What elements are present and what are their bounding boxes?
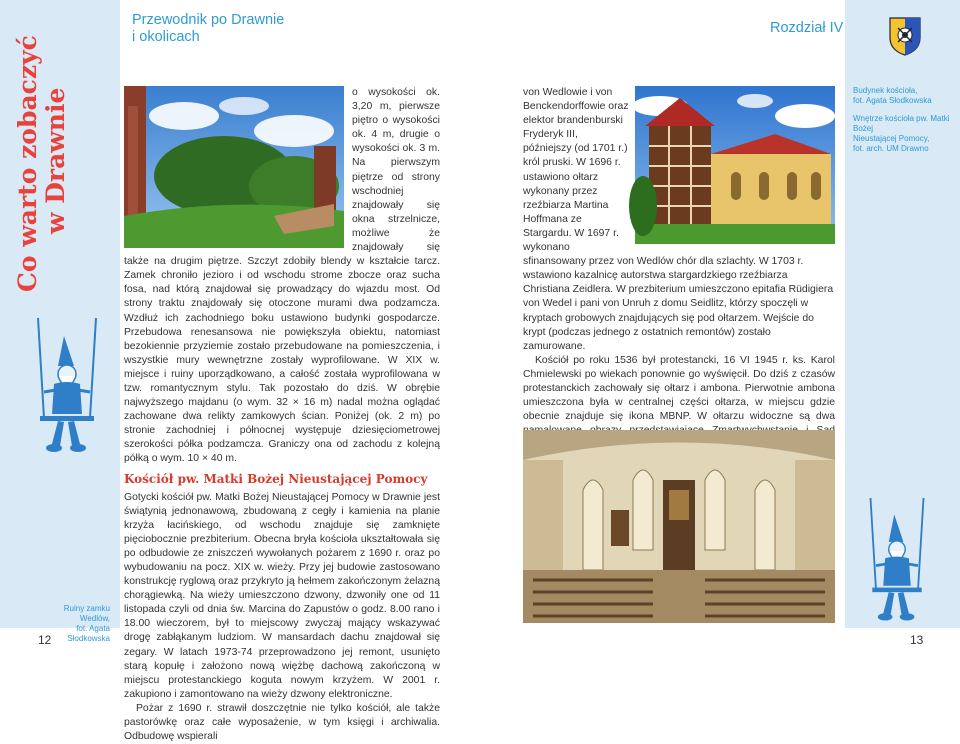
fire-paragraph: Pożar z 1690 r. strawił doszczętnie nie tylko kościół, ale także pastorówkę oraz całe wyposażenie, w tym księgi i archiwalia. Odbudowę wspierali: [124, 702, 440, 743]
church-section-heading: Kościół pw. Matki Bożej Nieustającej Pomocy: [124, 471, 428, 486]
church-history-paragraph: Gotycki kościół pw. Matki Bożej Nieustającej Pomocy w Drawnie jest świątynią jednonawową, zbudowaną z cegły i kamienia na planie krzyża łacińskiego, od wschodu znajduje się zamknięte pięciobocznie prezbiterium. Obecna bryła kościoła ukształtowała się po odbudowie ze zniszczeń wywołanych pożarem z 1690 r. oraz po wybudowaniu na pocz. XIX w. wieży. Przy jej budowie zastosowano konstrukcję ryglową oraz przykryto ją hełmem zakończonym żelazną chorągiewką. Na wieży umieszczono dzwony, dzwoniły one od 11 listopada czyli od dnia św. Marcina do Zapustów o godz. 8.00 rano i 18.00 wieczorem, był to miejscowy zwyczaj mający wskazywać drogę zabłąkanym ludziom. W mansardach dachu znajdował się zegary. W latach 1973-74 przeprowadzono jej remont, usunięto starą kopułę i założono nową więżbę dachową zakończoną w miejscu protestanckiego koguta nowym krzyżem. W 2001 r. zakupiono i zamontowano na wieży dzwony elektroniczne.: [124, 491, 440, 700]
church-interior-photo: [523, 430, 835, 623]
church-exterior-photo: [635, 86, 835, 244]
interior-caption-line3: fot. arch. UM Drawno: [853, 144, 929, 153]
castle-caption-line1: Ruiny zamku Wedlów,: [63, 604, 110, 623]
guide-title: [132, 12, 284, 46]
page-number-right: 13: [910, 633, 924, 647]
castle-description-end: W XIX w. miejsce i ruiny uporządkowano, a całość została wyprofilowana w tzw. romantycznym stylu. Tak pozostało do dziś. W obrębie najwyższego majdanu (o wym. 32 × 16 m) nadal można oglądać zachowane dwa relikty zamkowych ścian. Poniżej (ok. 2 m) po stronie zachodniej i północnej występuje dziesięciometrowej szerokości półka podzamcza. Graniczy ona od zachodu z kolejną półką o wym. 10 × 40 m.: [124, 354, 440, 465]
right-footer-band: [845, 628, 960, 645]
section-vertical-title: [14, 35, 70, 292]
protestant-period-paragraph: Kościół po roku 1536 był protestancki, 16 VI 1945 r. ks. Karol Chmielewski po wiekach ponownie go wyświęcił. Do dziś z czasów protestanckich zachowały się ołtarz i ambona. Pierwotnie ambona umieszczona była w centralnej części ołtarza, w miejscu gdzie obecnie znajduje się ikona MBNP. W ołtarzu widoczne są dwa: [523, 354, 835, 423]
vertical-title-line2: w Drawnie: [41, 87, 70, 234]
interior-caption-line1: Wnętrze kościoła pw. Matki Bożej: [853, 114, 950, 133]
gnome-swing-illustration-right: [857, 498, 937, 626]
chapter-label: Rozdział IV: [770, 20, 844, 36]
page-number-left: 12: [38, 633, 52, 647]
left-text-column: [124, 86, 440, 744]
guide-title-line1: Przewodnik po Drawnie: [132, 12, 285, 28]
right-text-column: [523, 86, 835, 467]
church-exterior-caption: [853, 86, 953, 106]
guide-title-line2: i okolicach: [132, 29, 200, 45]
castle-caption-line2: fot. Agata Słodkowska: [67, 624, 110, 643]
gnome-swing-illustration-left: [28, 318, 106, 458]
vertical-title-line1: Co warto zobaczyć: [13, 35, 42, 292]
right-photo-captions: [853, 86, 953, 162]
castle-description-start: o wysokości ok. 3,20 m, pierwsze piętro o wysokości ok. 4 m, drugie o wysokości ok. 3 m. Na pierwszym piętrze od strony wschodniej znajdowały się okna strzelnicze, możliwe że znajdowały się także na drugim piętrze. Szczyt zdobiły blendy w kształcie tarcz. Zamek chroniło jezioro i od wschodu strome zbocze oraz sucha fosa, nad którą znajdował się prowadzący do wjazdu most. Od strony traktu znajdowały się otoczone murami dwa podzamcza. Wzdłuż ich zachodniego boku ustawiono budynki gospodarcze. Przebudowa renesansowa nie powiększyła obiektu, natomiast bezokiennie przyziemie zostało przebudowane na pomieszczenia, i wszystkie mury wewnętrzne zostały wyprofilowane.: [124, 87, 440, 366]
church-builders-paragraph: von Wedlowie i von Benckendorffowie oraz elektor brandenburski Fryderyk III, późniejszy (od 1701 r.) król pruski. W 1696 r. ustawiono ołtarz wykonany przez rzeźbiarza Martina Hoffmana ze Stargardu. W 1697 r. wykonano sfinansowany przez von Wedlów chór dla szlachty. W 1703 r. wstawiono kazalnicę autorstwa stargardzkiego rzeźbiarza Christiana Zeidlera. W prezbiterium umieszczono epitafia Rüdigiera von Wedel i pani von Unruh z domu Seidlitz, którzy spoczęli w kryptach grobowych znajdujących się pod ołtarzem. Wejście do krypt (podczas jednego z ostatnich remontów) zostało zamurowane.: [523, 87, 834, 352]
church-caption-line1: Budynek kościoła,: [853, 86, 918, 95]
church-caption-line2: fot. Agata Słodkowska: [853, 96, 932, 105]
interior-caption-line2: Nieustającej Pomocy,: [853, 134, 930, 143]
coat-of-arms-icon: [888, 16, 922, 56]
church-interior-caption: [853, 114, 953, 154]
castle-ruins-photo: [124, 86, 344, 248]
